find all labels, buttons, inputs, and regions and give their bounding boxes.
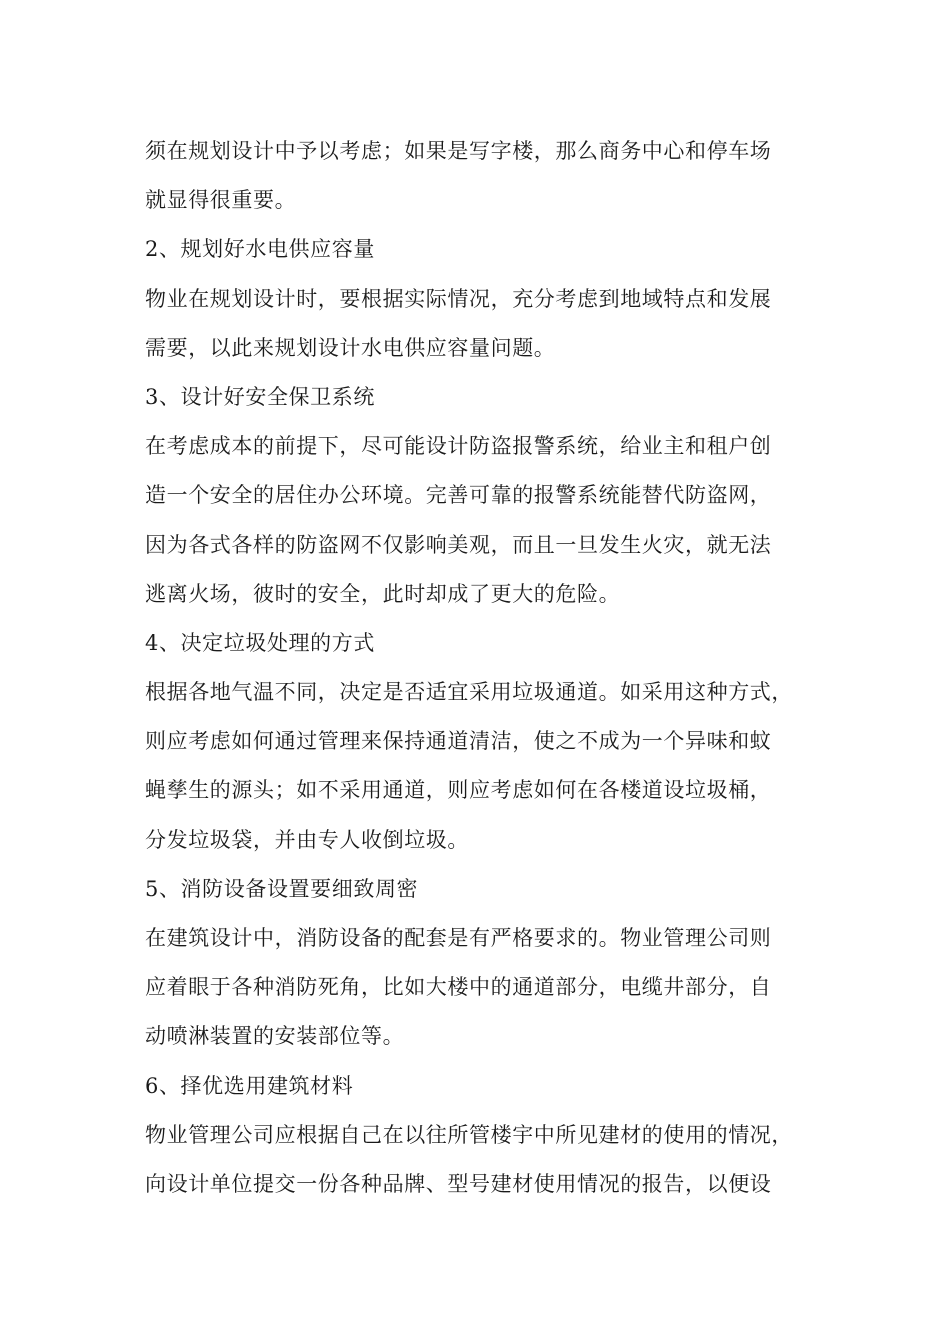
body-text-line: 就显得很重要。 (145, 188, 297, 213)
body-text-line: 分发垃圾袋，并由专人收倒垃圾。 (145, 827, 469, 852)
body-text-line: 向设计单位提交一份各种品牌、型号建材使用情况的报告，以便设 (145, 1171, 772, 1196)
body-text-line: 因为各式各样的防盗网不仅影响美观，而且一旦发生火灾，就无法 (145, 532, 772, 557)
body-text-line: 物业管理公司应根据自己在以往所管楼宇中所见建材的使用的情况， (145, 1122, 793, 1147)
body-text-line: 在考虑成本的前提下，尽可能设计防盗报警系统，给业主和租户创 (145, 434, 772, 459)
body-text-line: 应着眼于各种消防死角，比如大楼中的通道部分，电缆井部分，自 (145, 975, 772, 1000)
body-text-line: 则应考虑如何通过管理来保持通道清洁，使之不成为一个异味和蚊 (145, 729, 772, 754)
body-text-line: 物业在规划设计时，要根据实际情况，充分考虑到地域特点和发展 (145, 286, 772, 311)
document-body (145, 127, 835, 1209)
section-heading: 2、规划好水电供应容量 (145, 237, 375, 262)
body-text-line: 须在规划设计中予以考虑；如果是写字楼，那么商务中心和停车场 (145, 139, 772, 163)
body-text-line: 逃离火场，彼时的安全，此时却成了更大的危险。 (145, 581, 621, 606)
section-heading: 6、择优选用建筑材料 (145, 1073, 354, 1098)
body-text-line: 在建筑设计中，消防设备的配套是有严格要求的。物业管理公司则 (145, 926, 772, 950)
section-heading: 3、设计好安全保卫系统 (145, 384, 375, 409)
body-text-line: 根据各地气温不同，决定是否适宜采用垃圾通道。如采用这种方式， (145, 680, 793, 705)
body-text-line: 需要，以此来规划设计水电供应容量问题。 (145, 335, 556, 360)
section-heading: 5、消防设备设置要细致周密 (145, 876, 419, 901)
section-heading: 4、决定垃圾处理的方式 (145, 630, 375, 655)
body-text-line: 动喷淋装置的安装部位等。 (145, 1024, 405, 1049)
body-text-line: 蝇孳生的源头；如不采用通道，则应考虑如何在各楼道设垃圾桶， (145, 778, 772, 803)
body-text-line: 造一个安全的居住办公环境。完善可靠的报警系统能替代防盗网， (145, 483, 772, 508)
